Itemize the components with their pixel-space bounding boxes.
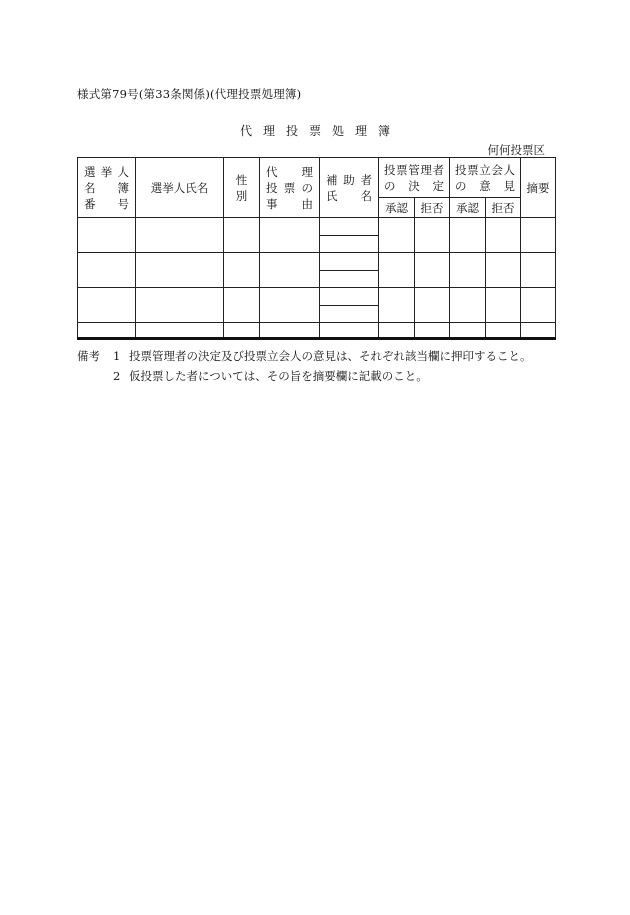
cell-gender[interactable] <box>224 323 260 339</box>
table-row <box>78 288 556 306</box>
notes-label: 備考 <box>77 349 100 363</box>
cell-proxy-reason[interactable] <box>260 288 320 323</box>
header-manager-refuse: 拒否 <box>415 198 450 218</box>
header-manager-decision: 投票管理者 の決定 <box>379 158 450 198</box>
cell-gender[interactable] <box>224 218 260 253</box>
cell-manager-approve[interactable] <box>379 323 415 339</box>
cell-witness-refuse[interactable] <box>486 323 521 339</box>
cell-voter-name[interactable] <box>136 288 224 323</box>
header-manager-approve: 承認 <box>379 198 415 218</box>
form-number: 様式第79号(第33条関係)(代理投票処理簿) <box>77 87 302 101</box>
cell-register-number[interactable] <box>78 253 136 288</box>
cell-manager-approve[interactable] <box>379 253 415 288</box>
cell-manager-refuse[interactable] <box>415 323 450 339</box>
note-item <box>77 346 532 366</box>
note-text: 投票管理者の決定及び投票立会人の意見は、それぞれ該当欄に押印すること。 <box>129 349 532 363</box>
table-row <box>78 323 556 339</box>
cell-witness-approve[interactable] <box>450 323 486 339</box>
cell-manager-refuse[interactable] <box>415 288 450 323</box>
cell-register-number[interactable] <box>78 288 136 323</box>
cell-witness-refuse[interactable] <box>486 288 521 323</box>
note-number: 1 <box>113 349 121 363</box>
table-row <box>78 253 556 271</box>
cell-manager-refuse[interactable] <box>415 253 450 288</box>
cell-assistant-name[interactable] <box>320 306 379 323</box>
cell-remarks[interactable] <box>521 323 556 339</box>
cell-assistant-name[interactable] <box>320 218 379 236</box>
document-title: 代理投票処理簿 <box>239 124 401 138</box>
header-gender: 性 別 <box>224 158 260 218</box>
header-assistant-name: 補助者 氏名 <box>320 158 379 218</box>
cell-assistant-name[interactable] <box>320 236 379 253</box>
cell-remarks[interactable] <box>521 218 556 253</box>
cell-voter-name[interactable] <box>136 253 224 288</box>
header-witness-refuse: 拒否 <box>486 198 521 218</box>
cell-assistant-name[interactable] <box>320 253 379 271</box>
cell-witness-refuse[interactable] <box>486 218 521 253</box>
cell-register-number[interactable] <box>78 218 136 253</box>
header-remarks: 摘要 <box>521 158 556 218</box>
cell-gender[interactable] <box>224 288 260 323</box>
header-witness-approve: 承認 <box>450 198 486 218</box>
cell-remarks[interactable] <box>521 253 556 288</box>
cell-voter-name[interactable] <box>136 218 224 253</box>
cell-assistant-name[interactable] <box>320 288 379 306</box>
cell-remarks[interactable] <box>521 288 556 323</box>
proxy-voting-ledger-table <box>77 157 556 340</box>
cell-proxy-reason[interactable] <box>260 323 320 339</box>
header-voter-name: 選挙人氏名 <box>136 158 224 218</box>
note-item <box>77 366 532 386</box>
cell-assistant-name[interactable] <box>320 271 379 288</box>
header-register-number: 選挙人 名簿 番号 <box>78 158 136 218</box>
cell-manager-approve[interactable] <box>379 288 415 323</box>
header-proxy-reason: 代理 投票の 事由 <box>260 158 320 218</box>
table-row <box>78 218 556 236</box>
cell-assistant-name[interactable] <box>320 323 379 339</box>
cell-witness-approve[interactable] <box>450 218 486 253</box>
district-label: 何何投票区 <box>487 143 545 157</box>
notes-section <box>77 346 532 386</box>
cell-witness-refuse[interactable] <box>486 253 521 288</box>
note-text: 仮投票した者については、その旨を摘要欄に記載のこと。 <box>129 369 428 383</box>
cell-voter-name[interactable] <box>136 323 224 339</box>
cell-register-number[interactable] <box>78 323 136 339</box>
cell-gender[interactable] <box>224 253 260 288</box>
cell-proxy-reason[interactable] <box>260 253 320 288</box>
cell-witness-approve[interactable] <box>450 253 486 288</box>
cell-manager-approve[interactable] <box>379 218 415 253</box>
cell-witness-approve[interactable] <box>450 288 486 323</box>
cell-manager-refuse[interactable] <box>415 218 450 253</box>
header-witness-opinion: 投票立会人 の意見 <box>450 158 521 198</box>
note-number: 2 <box>113 369 121 383</box>
cell-proxy-reason[interactable] <box>260 218 320 253</box>
